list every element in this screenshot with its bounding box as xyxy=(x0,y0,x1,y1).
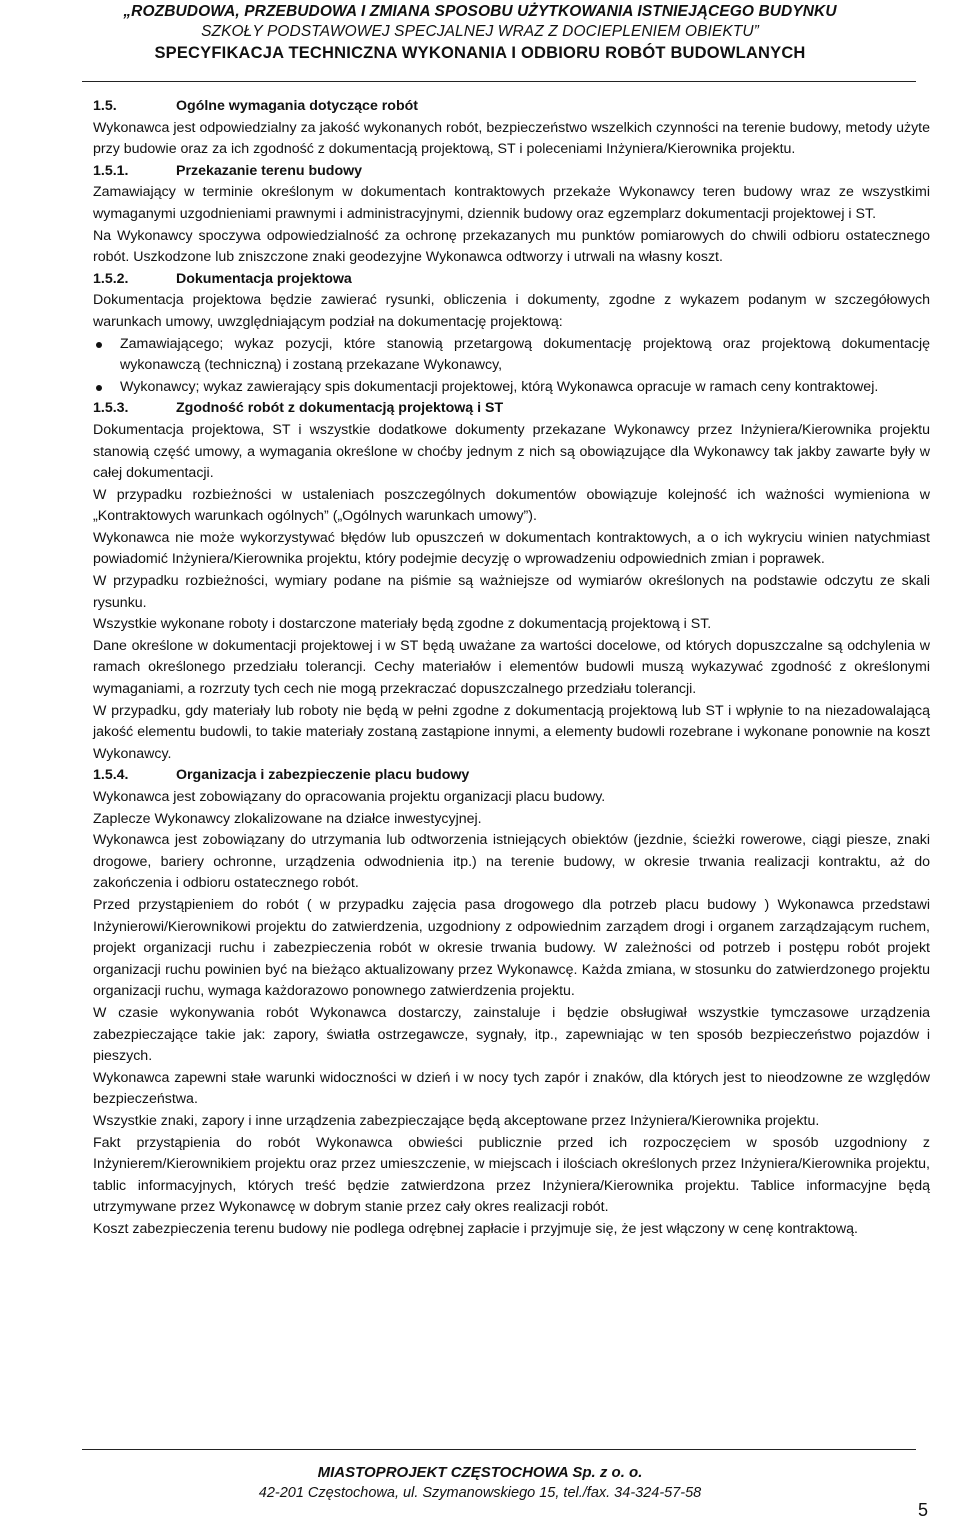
section-heading-1-5-3 xyxy=(93,398,930,420)
paragraph: W przypadku, gdy materiały lub roboty nie będą w pełni zgodne z dokumentacją projektową lub ST i wpłynie to na niezadowalającą jakość elementu budowli, to takie materiały zostaną zastąpione innymi, a elementy budowli rozebrane i wykonane ponownie na koszt Wykonawcy. xyxy=(93,702,930,762)
paragraph: Dokumentacja projektowa, ST i wszystkie dodatkowe dokumenty przekazane Wykonawcy przez Inżyniera/Kierownika projektu stanowią część umowy, a wymagania określone w choćby jednym z nich są obowiązujące dla Wykonawcy tak jakby zawarte były w całej dokumentacji. xyxy=(93,421,930,482)
section-number: 1.5.2. xyxy=(93,270,129,287)
paragraph: Dokumentacja projektowa będzie zawierać rysunki, obliczenia i dokumenty, zgodne z wykazem podanym w szczegółowych warunkach umowy, uwzględniającym podział na dokumentację projektową: xyxy=(93,292,930,330)
paragraph: W przypadku rozbieżności, wymiary podane na piśmie są ważniejsze od wymiarów określonych na podstawie odczytu ze skali rysunku. xyxy=(93,573,930,611)
paragraph: Wszystkie znaki, zapory i inne urządzenia zabezpieczające będą akceptowane przez Inżyniera/Kierownika projektu. xyxy=(93,1112,820,1129)
section-number: 1.5. xyxy=(93,98,117,114)
header-divider xyxy=(82,81,916,82)
paragraph: Zaplecze Wykonawcy zlokalizowane na działce inwestycyjnej. xyxy=(93,810,482,827)
paragraph: Koszt zabezpieczenia terenu budowy nie podlega odrębnej zapłacie i przyjmuje się, że jest włączony w cenę kontraktową. xyxy=(93,1220,858,1237)
section-heading-1-5-2 xyxy=(93,269,930,291)
section-number: 1.5.1. xyxy=(93,162,129,179)
project-title-line-1: „ROZBUDOWA, PRZEBUDOWA I ZMIANA SPOSOBU UŻYTKOWANIA ISTNIEJĄCEGO BUDYNKU xyxy=(123,3,837,20)
footer-divider xyxy=(82,1449,916,1450)
page-footer xyxy=(0,1463,960,1503)
list-item-text: Wykonawcy; wykaz zawierający spis dokumentacji projektowej, którą Wykonawca opracuje w ramach ceny kontraktowej. xyxy=(120,378,879,395)
paragraph: Wykonawca jest odpowiedzialny za jakość wykonanych robót, bezpieczeństwo wszelkich czynności na terenie budowy, metody użyte przy budowie oraz za ich zgodność z dokumentacją projektową, ST i poleceniami Inżyniera/Kierownika projektu. xyxy=(93,119,930,158)
footer-company: MIASTOPROJEKT CZĘSTOCHOWA Sp. z o. o. xyxy=(317,1464,643,1481)
section-number: 1.5.4. xyxy=(93,767,129,784)
paragraph: Wszystkie wykonane roboty i dostarczone materiały będą zgodne z dokumentacją projektową i ST. xyxy=(93,616,712,633)
section-title: Ogólne wymagania dotyczące robót xyxy=(176,98,419,114)
paragraph: W przypadku rozbieżności w ustaleniach poszczególnych dokumentów obowiązuje kolejność ich ważności wymieniona w „Kontraktowych warunkach ogólnych” („Ogólnych warunkach umowy”). xyxy=(93,486,930,525)
project-title-line-2: SZKOŁY PODSTAWOWEJ SPECJALNEJ WRAZ Z DOCIEPLENIEM OBIEKTU” xyxy=(201,23,759,40)
bullet-list xyxy=(93,334,930,399)
section-title: Dokumentacja projektowa xyxy=(176,270,352,287)
list-item xyxy=(93,377,930,399)
document-body xyxy=(93,96,930,1240)
paragraph: Dane określone w dokumentacji projektowej i w ST będą uważane za wartości docelowe, od których dopuszczalne są odchylenia w ramach określonego przedziału tolerancji. Cechy materiałów i elementów budowli muszą wykazywać zgodność z określonymi wymaganiami, a rozrzuty tych cech nie mogą przekraczać dopuszczalnego przedziału tolerancji. xyxy=(93,637,930,698)
list-item-text: Zamawiającego; wykaz pozycji, które stanowią przetargową dokumentację projektową oraz projektową dokumentację wykonawczą (techniczną) i zostaną przekazane Wykonawcy, xyxy=(120,335,930,374)
paragraph: Na Wykonawcy spoczywa odpowiedzialność za ochronę przekazanych mu punktów pomiarowych do chwili odbioru ostatecznego robót. Uszkodzone lub zniszczone znaki geodezyjne Wykonawca odtworzy i utrwali na własny koszt. xyxy=(93,227,930,266)
page-number: 5 xyxy=(917,1500,928,1520)
section-heading-1-5 xyxy=(93,96,930,118)
section-title: Zgodność robót z dokumentacją projektową i ST xyxy=(176,400,504,417)
paragraph: Zamawiający w terminie określonym w dokumentach kontraktowych przekaże Wykonawcy teren budowy wraz ze wszystkimi wymaganymi uzgodnieniami prawnymi i administracyjnymi, dziennik budowy oraz egzemplarz dokumentacji projektowej i ST. xyxy=(93,184,930,222)
paragraph: Fakt przystąpienia do robót Wykonawca obwieści publicznie przed ich rozpoczęciem w sposób uzgodniony z Inżynierem/Kierownikiem projektu oraz przez umieszczenie, w miejscach i ilościach określonych przez Inżyniera/Kierownika projektu, tablic informacyjnych, których treść będzie zatwierdzona przez Inżyniera/Kierownika projektu. Tablice informacyjne będą utrzymywane przez Wykonawcę w dobrym stanie przez cały okres realizacji robót. xyxy=(93,1134,930,1216)
document-title: SPECYFIKACJA TECHNICZNA WYKONANIA I ODBIORU ROBÓT BUDOWLANYCH xyxy=(154,44,806,62)
section-title: Organizacja i zabezpieczenie placu budowy xyxy=(176,767,470,784)
paragraph: Wykonawca zapewni stałe warunki widoczności w dzień i w nocy tych zapór i znaków, dla których jest to nieodzowne ze względów bezpieczeństwa. xyxy=(93,1069,930,1108)
paragraph: Przed przystąpieniem do robót ( w przypadku zajęcia pasa drogowego dla potrzeb placu budowy ) Wykonawca przedstawi Inżynierowi/Kierownikowi projektu do zatwierdzenia, uzgodniony z odpowiednim zarządem drogi i organem zarządzającym ruchem, projekt organizacji ruchu i zabezpieczenia robót w okresie trwania budowy. W zależności od potrzeb i postępu robót projekt organizacji ruchu powinien być na bieżąco aktualizowany przez Wykonawcę. Każda zmiana, w stosunku do zatwierdzonego projektu organizacji ruchu, wymaga każdorazowo ponownego zatwierdzenia projektu. xyxy=(93,896,930,1000)
list-item xyxy=(93,334,930,377)
bullet-icon xyxy=(96,385,102,391)
paragraph: Wykonawca jest zobowiązany do opracowania projektu organizacji placu budowy. xyxy=(93,789,606,805)
bullet-icon xyxy=(96,342,102,348)
page-header xyxy=(0,2,960,64)
paragraph: Wykonawca jest zobowiązany do utrzymania lub odtworzenia istniejących obiektów (jezdnie, ścieżki rowerowe, ciągi piesze, znaki drogowe, bariery ochronne, urządzenia odwodnienia itp.) na terenie budowy, w okresie trwania realizacji kontraktu, aż do zakończenia i odbioru ostatecznego robót. xyxy=(93,832,930,892)
section-heading-1-5-1 xyxy=(93,161,930,183)
paragraph: W czasie wykonywania robót Wykonawca dostarczy, zainstaluje i będzie obsługiwał wszystkie tymczasowe urządzenia zabezpieczające takie jak: zapory, światła ostrzegawcze, sygnały, itp., zapewniając w ten sposób bezpieczeństwo pojazdów i pieszych. xyxy=(93,1004,930,1065)
footer-address: 42-201 Częstochowa, ul. Szymanowskiego 15, tel./fax. 34-324-57-58 xyxy=(258,1485,702,1501)
section-heading-1-5-4 xyxy=(93,765,930,787)
section-title: Przekazanie terenu budowy xyxy=(176,162,363,179)
paragraph: Wykonawca nie może wykorzystywać błędów lub opuszczeń w dokumentach kontraktowych, a o ich wykryciu winien natychmiast powiadomić Inżyniera/Kierownika projektu, który podejmie decyzję o wprowadzeniu odpowiednich zmian i poprawek. xyxy=(93,529,930,568)
section-number: 1.5.3. xyxy=(93,400,129,417)
